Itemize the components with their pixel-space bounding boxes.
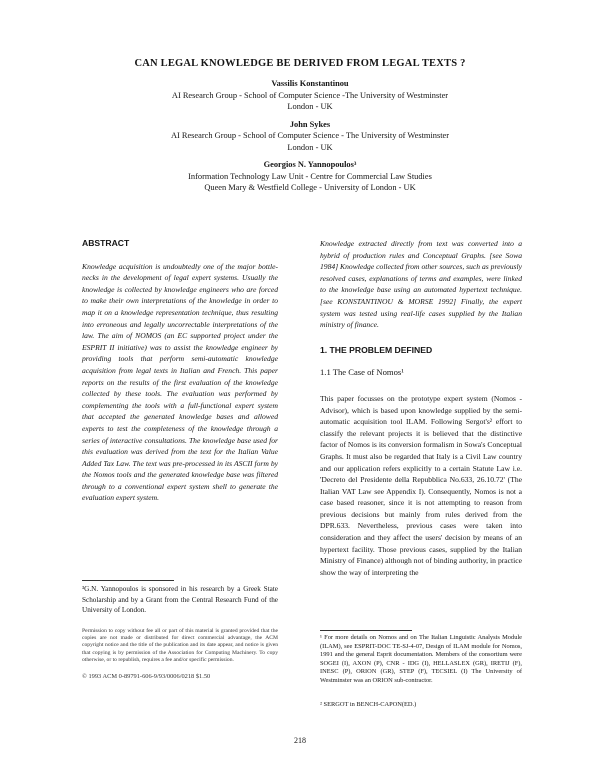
section-body-text: This paper focusses on the prototype expert system (Nomos - Advisor), which is based upon knowledge supplied by the semi-automatic acquisition tool ILAM. Following Sergot's² effort to classify the relevant projects it is believed that the distinctive factor of Nomos is its conversion formalism in Sowa's Conceptual Graphs. It must also be regarded that Italy is a Civil Law country and our application refers explicitly to a certain Statute Law i.e. 'Decreto del Presidente della Repubblica No.633, 26.10.72' (The Italian VAT Law see Appendix I). Consequently, Nomos is not a case based reasoner, since it is not attempting to reason from previous decisions but mainly from rules derived from the DPR.633. Nevertheless, previous cases were taken into consideration and they affect the users' decision by means of an hypertext facility. Those previous cases, supplied by the Italian Ministry of Finance) although not of binding authority, in practice show the way of interpreting the [320, 393, 522, 577]
author-affiliation: AI Research Group - School of Computer Science - The University of Westminster [170, 131, 450, 140]
author-name: Georgios N. Yannopoulos³ [263, 160, 357, 169]
author-location: London - UK [287, 142, 333, 152]
right-column [320, 238, 522, 578]
section-heading: 1. THE PROBLEM DEFINED [320, 344, 433, 355]
footnote-2: ² SERGOT in BENCH-CAPON(ED.) [320, 701, 417, 708]
abstract-text: Knowledge acquisition is undoubtedly one of the major bottle-necks in the development of legal expert systems. Usually the knowledge is collected by knowledge engineers who are forced to make their own interpretations of the knowledge in order to map it on a knowledge representation technique, thus resulting into erroneous and legally uncorrectable interpretations of the law. The aim of NOMOS (an EC supported project under the ESPRIT II initiative) was to assist the knowledge engineer by providing tools that perform semi-automatic knowledge acquisition from legal texts in Italian and French. This paper reports on the results of the first evaluation of the knowledge collected by these tools. The evaluation was performed by complementing the tools with a full-functional expert system that accepted the generated knowledge bases and allowed experts to test the completeness of the knowledge through a series of interactive consultations. The knowledge base used for this evaluation was derived from the text for the Italian Value Added Tax Law. The text was pre-processed in its ASCII form by the Nomos tools and the generated knowledge base was filtered through to a conventional expert system shell to generate the evaluation expert system. [82, 261, 278, 503]
author-affiliation: AI Research Group - School of Computer Science -The University of Westminster [171, 90, 449, 100]
copyright-line: © 1993 ACM 0-89791-606-9/93/0006/0218 $1.50 [82, 673, 211, 680]
left-column [82, 238, 278, 504]
author-affiliation: Information Technology Law Unit - Centre for Commercial Law Studies [188, 171, 432, 181]
footnote-divider-left [82, 580, 174, 581]
abstract-continued-text: Knowledge extracted directly from text was converted into a hybrid of production rules and Conceptual Graphs. [see Sowa 1984] Knowledge collected from other sources, such as previously resolved cases, explanations of terms and examples, were linked to the knowledge base using an automated hypertext technique. [see KONSTANTINOU & MORSE 1992] Finally, the expert system was tested using real-life cases supplied by the Italian ministry of finance. [320, 239, 522, 330]
paper-title: CAN LEGAL KNOWLEDGE BE DERIVED FROM LEGAL TEXTS ? [134, 58, 466, 69]
author-block [100, 78, 520, 194]
abstract-heading: ABSTRACT [82, 238, 130, 248]
author-footnote: ³G.N. Yannopoulos is sponsored in his research by a Greek State Scholarship and by a Grant from the Central Research Fund of the University of London. [82, 585, 278, 614]
permission-notice: Permission to copy without fee all or part of this material is granted provided that the copies are not made or distributed for direct commercial advantage, the ACM copyright notice and the title of the publication and its date appear, and notice is given that copying is by permission of the Association for Computing Machinery. To copy otherwise, or to republish, requires a fee and/or specific permission. [82, 628, 278, 663]
footnote-1: ¹ For more details on Nomos and on The Italian Linguistic Analysis Module (ILAM), see ESPRIT-DOC TE-SJ-4-07, Design of ILAM module for Nomos, 1991 and the general Esprit documentation. Members of the consortium were SOGEI (I), AXON (P), CNR - IDG (I), HELLASLEX (GR), IRETIJ (F), INESC (P), ORION (GR), STEP (F), TECSIEL (I) The University of Westminster was an ORION sub-contractor. [320, 634, 522, 684]
subsection-heading: 1.1 The Case of Nomos¹ [320, 367, 404, 378]
author-name: Vassilis Konstantinou [271, 79, 349, 88]
author-location: London - UK [287, 102, 333, 111]
page-number: 218 [294, 736, 306, 745]
author-name: John Sykes [289, 119, 331, 129]
footnote-divider-right [320, 630, 412, 631]
author-location: Queen Mary & Westfield College - University of London - UK [204, 183, 416, 192]
